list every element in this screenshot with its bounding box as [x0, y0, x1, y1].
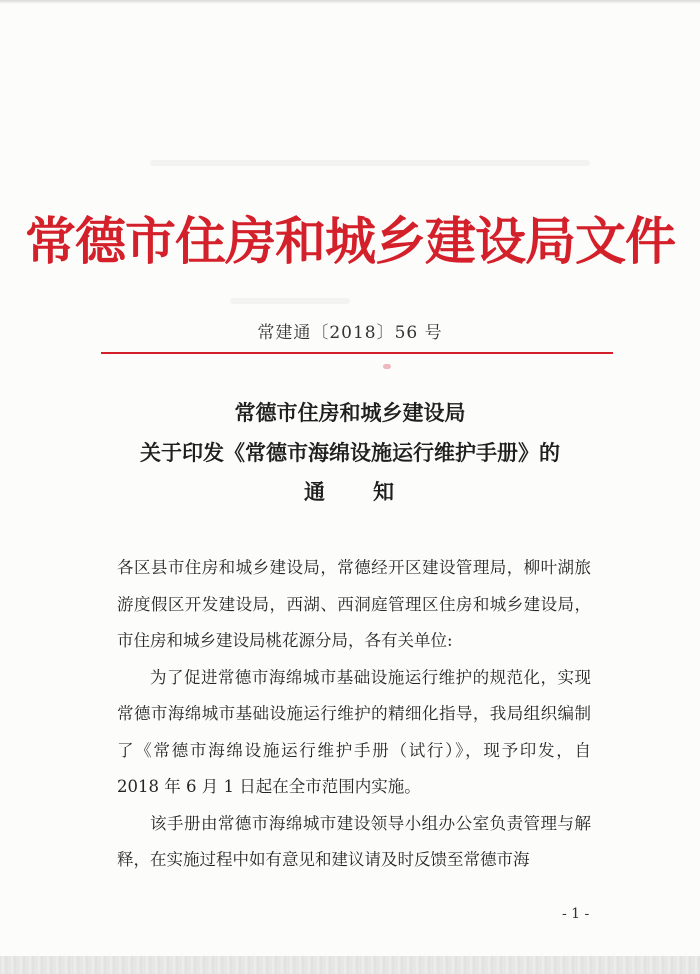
document-header-title: 常德市住房和城乡建设局文件 [24, 213, 675, 272]
notice-title-line-1: 常德市住房和城乡建设局 [234, 400, 466, 425]
document-number: 常建通〔2018〕56 号 [257, 323, 443, 343]
body-paragraph-2: 该手册由常德市海绵城市建设领导小组办公室负责管理与解释，在实施过程中如有意见和建议请及时反馈至常德市海 [117, 813, 591, 869]
scan-edge-bottom [0, 956, 700, 974]
stamp-mark [383, 364, 391, 369]
notice-body [117, 550, 591, 879]
body-paragraph-1: 为了促进常德市海绵城市基础设施运行维护的规范化，实现常德市海绵城市基础设施运行维护的精细化指导，我局组织编制了《常德市海绵设施运行维护手册（试行）》，现予印发，自 2018 年 6 月 1 日起在全市范围内实施。 [117, 667, 591, 796]
salutation-paragraph: 各区县市住房和城乡建设局，常德经开区建设管理局，柳叶湖旅游度假区开发建设局，西湖、西洞庭管理区住房和城乡建设局，市住房和城乡建设局桃花源分局，各有关单位: [117, 558, 591, 650]
notice-title-line-2: 关于印发《常德市海绵设施运行维护手册》的 [140, 440, 560, 465]
bleed-through-line [230, 298, 350, 304]
scan-edge-top [0, 0, 700, 4]
header-red-rule [101, 352, 613, 354]
bleed-through-line [150, 160, 590, 166]
notice-title-line-3: 通 知 [304, 479, 396, 504]
page-number: - 1 - [562, 906, 590, 922]
